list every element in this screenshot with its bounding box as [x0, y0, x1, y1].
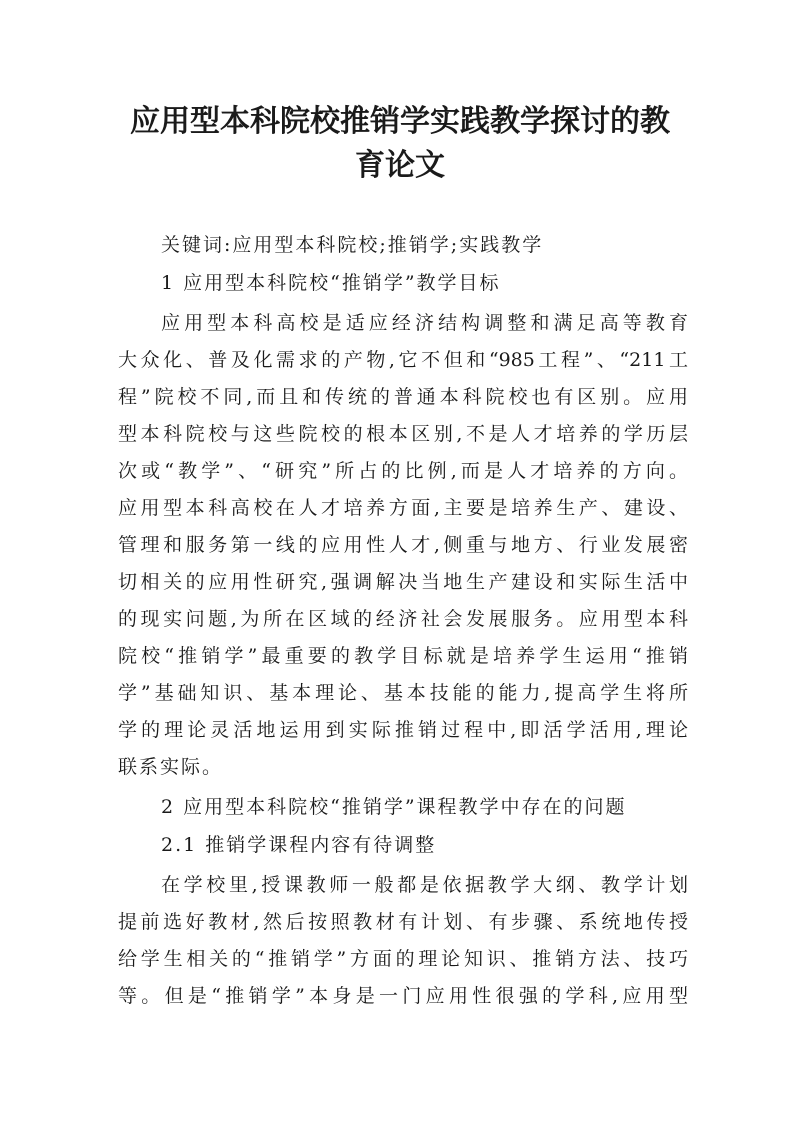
paragraph-line: 提前选好教材,然后按照教材有计划、有步骤、系统地传授 [118, 911, 688, 933]
paragraph-line: 等。但是“推销学”本身是一门应用性很强的学科,应用型 [118, 985, 688, 1007]
paragraph-line: 切相关的应用性研究,强调解决当地生产建设和实际生活中 [118, 571, 688, 593]
paragraph-line: 给学生相关的“推销学”方面的理论知识、推销方法、技巧 [118, 948, 688, 970]
paragraph-line: 学”基础知识、基本理论、基本技能的能力,提高学生将所 [118, 682, 688, 704]
paragraph-line: 次或“教学”、“研究”所占的比例,而是人才培养的方向。 [118, 460, 688, 482]
paragraph-line: 院校“推销学”最重要的教学目标就是培养学生运用“推销 [118, 645, 688, 667]
paragraph-line: 联系实际。 [118, 756, 224, 778]
document-title-line-2: 育论文 [355, 148, 445, 183]
paragraph-line: 大众化、普及化需求的产物,它不但和“985工程”、“211工 [118, 349, 688, 371]
keywords: 关键词:应用型本科院校;推销学;实践教学 [161, 234, 544, 256]
section-1-heading: 1 应用型本科院校“推销学”教学目标 [161, 272, 501, 294]
section-2-1-heading: 2.1 推销学课程内容有待调整 [161, 834, 437, 856]
paragraph-line: 在学校里,授课教师一般都是依据教学大纲、教学计划 [161, 874, 688, 896]
paragraph-line: 的现实问题,为所在区域的经济社会发展服务。应用型本科 [118, 608, 688, 630]
paragraph-line: 应用型本科高校在人才培养方面,主要是培养生产、建设、 [118, 497, 688, 519]
paragraph-line: 型本科院校与这些院校的根本区别,不是人才培养的学历层 [118, 423, 688, 445]
paragraph-line: 管理和服务第一线的应用性人才,侧重与地方、行业发展密 [118, 534, 688, 556]
paragraph-line: 学的理论灵活地运用到实际推销过程中,即活学活用,理论 [118, 719, 688, 741]
section-2-heading: 2 应用型本科院校“推销学”课程教学中存在的问题 [161, 796, 627, 818]
paragraph-line: 程”院校不同,而且和传统的普通本科院校也有区别。应用 [118, 386, 688, 408]
document-title-line-1: 应用型本科院校推销学实践教学探讨的教 [130, 104, 670, 139]
paragraph-line: 应用型本科高校是适应经济结构调整和满足高等教育 [161, 312, 688, 334]
